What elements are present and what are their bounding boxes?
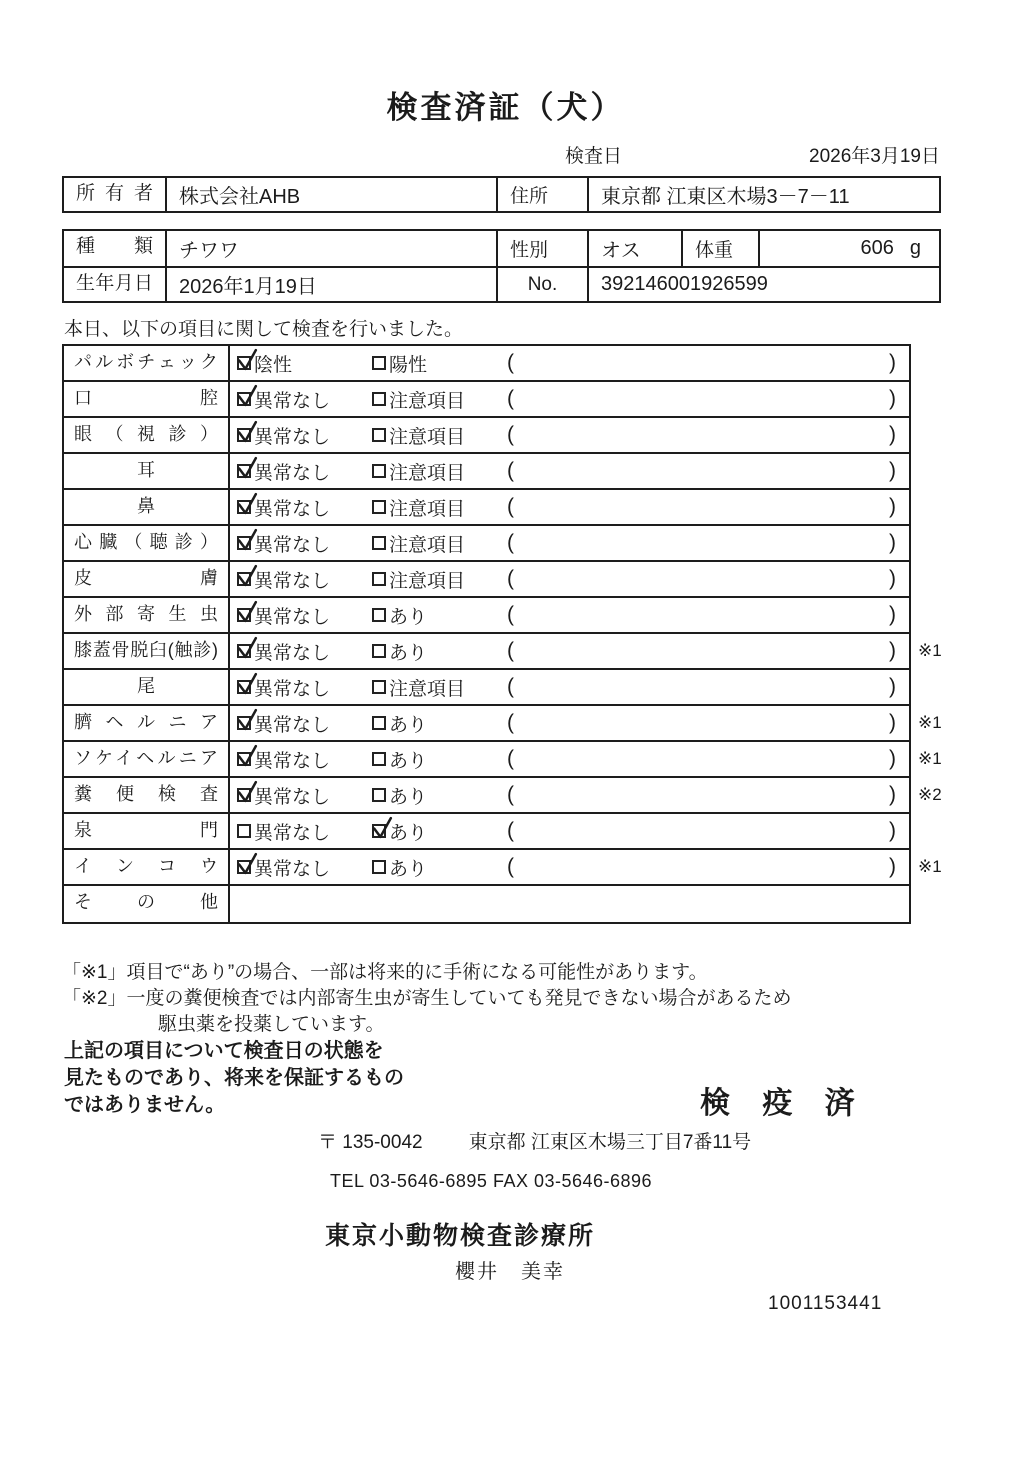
clinic-postal-row xyxy=(318,1127,751,1154)
inspection-item-label: 泉門 xyxy=(64,814,230,848)
sex-label: 性別 xyxy=(498,231,589,266)
checkbox xyxy=(237,860,251,874)
paren-open: ( xyxy=(507,351,514,374)
check-icon xyxy=(236,599,259,624)
inspection-row-content xyxy=(230,886,909,922)
inspection-item-label: パルボチェック xyxy=(64,346,230,380)
result-option-primary xyxy=(237,674,372,701)
clinic-name: 東京小動物検査診療所 xyxy=(325,1222,596,1250)
checkbox xyxy=(372,392,386,406)
checkbox xyxy=(237,788,251,802)
inspection-item-label: 眼（視診） xyxy=(64,418,230,452)
inspection-date-row xyxy=(565,141,940,168)
checkbox xyxy=(372,428,386,442)
inspection-row-content xyxy=(230,562,909,596)
checkbox xyxy=(372,356,386,370)
result-option-primary xyxy=(237,566,372,593)
paren-open: ( xyxy=(507,495,514,518)
inspection-table xyxy=(62,344,942,924)
remarks-field xyxy=(507,459,909,483)
checkbox xyxy=(372,500,386,514)
result-option-secondary xyxy=(372,494,507,521)
checkbox xyxy=(237,752,251,766)
result-option-label: 注意項目 xyxy=(389,462,466,484)
result-option-label: 注意項目 xyxy=(389,534,466,556)
result-option-secondary xyxy=(372,746,507,773)
result-option-label: 異常なし xyxy=(254,858,331,880)
inspection-row xyxy=(64,418,909,454)
checkbox xyxy=(372,824,386,838)
remarks-field xyxy=(507,639,909,663)
birthdate-value: 2026年1月19日 xyxy=(167,268,498,301)
result-option-primary xyxy=(237,494,372,521)
weight-value: 606 xyxy=(860,237,894,259)
clinic-tel-fax: TEL 03-5646-6895 FAX 03-5646-6896 xyxy=(330,1171,653,1191)
result-option-label: 注意項目 xyxy=(389,570,466,592)
inspection-item-label: インコウ xyxy=(64,850,230,884)
paren-open: ( xyxy=(507,747,514,770)
result-option-label: 異常なし xyxy=(254,498,331,520)
weight-label: 体重 xyxy=(683,231,760,266)
paren-close: ) xyxy=(889,819,896,842)
serial-number: 1001153441 xyxy=(768,1293,883,1314)
inspection-item-label: 皮膚 xyxy=(64,562,230,596)
inspection-row xyxy=(64,670,909,706)
result-option-primary xyxy=(237,782,372,809)
check-icon xyxy=(236,383,259,408)
address-label: 住所 xyxy=(498,178,589,211)
inspection-row-content xyxy=(230,418,909,452)
footnote-2-cont: 駆虫薬を投薬しています。 xyxy=(158,1014,385,1035)
owner-value: 株式会社AHB xyxy=(167,178,498,211)
result-option-primary xyxy=(237,530,372,557)
paren-close: ) xyxy=(889,603,896,626)
result-option-label: あり xyxy=(389,786,428,808)
paren-open: ( xyxy=(507,639,514,662)
inspection-row-content xyxy=(230,850,909,884)
sex-value: オス xyxy=(589,231,683,266)
inspection-item-label: 心臓（聴診） xyxy=(64,526,230,560)
inspection-row xyxy=(64,706,942,742)
result-option-label: あり xyxy=(389,750,428,772)
check-icon xyxy=(236,455,259,480)
result-option-secondary xyxy=(372,566,507,593)
inspection-item-label: 尾 xyxy=(64,670,230,704)
disclaimer-line-3: ではありません。 xyxy=(64,1094,226,1116)
inspection-item-label: 膝蓋骨脱臼(触診) xyxy=(64,634,230,668)
result-option-label: 注意項目 xyxy=(389,498,466,520)
inspection-date-label: 検査日 xyxy=(565,146,623,167)
check-icon xyxy=(236,707,259,732)
result-option-primary xyxy=(237,350,372,377)
inspection-row-content xyxy=(230,742,909,776)
check-icon xyxy=(236,419,259,444)
paren-close: ) xyxy=(889,567,896,590)
inspection-item-label: その他 xyxy=(64,886,230,922)
check-icon xyxy=(236,851,259,876)
footnote-1: 「※1」項目で“あり”の場合、一部は将来的に手術になる可能性があります。 xyxy=(62,962,708,983)
result-option-secondary xyxy=(372,422,507,449)
inspection-row-content xyxy=(230,778,909,812)
result-option-label: あり xyxy=(389,714,428,736)
result-option-label: 異常なし xyxy=(254,750,331,772)
inspection-row xyxy=(64,886,909,922)
result-option-primary xyxy=(237,386,372,413)
inspection-row xyxy=(64,778,942,814)
remarks-field xyxy=(507,351,909,375)
paren-open: ( xyxy=(507,819,514,842)
paren-open: ( xyxy=(507,531,514,554)
remarks-field xyxy=(507,675,909,699)
paren-open: ( xyxy=(507,711,514,734)
note-mark: ※2 xyxy=(918,785,942,804)
checkbox xyxy=(237,824,251,838)
inspection-item-label: 口腔 xyxy=(64,382,230,416)
result-option-label: 異常なし xyxy=(254,678,331,700)
result-option-label: 注意項目 xyxy=(389,390,466,412)
result-option-secondary xyxy=(372,530,507,557)
no-label: No. xyxy=(498,268,589,301)
result-option-primary xyxy=(237,422,372,449)
paren-close: ) xyxy=(889,855,896,878)
checkbox xyxy=(237,392,251,406)
inspection-row xyxy=(64,598,909,634)
result-option-primary xyxy=(237,854,372,881)
result-option-label: あり xyxy=(389,858,428,880)
checkbox xyxy=(237,680,251,694)
pet-table xyxy=(62,229,941,303)
note-mark: ※1 xyxy=(918,641,942,660)
paren-close: ) xyxy=(889,423,896,446)
result-option-label: 異常なし xyxy=(254,822,331,844)
inspection-row-content xyxy=(230,346,909,380)
inspection-row xyxy=(64,634,942,670)
remarks-field xyxy=(507,567,909,591)
check-icon xyxy=(236,635,259,660)
checkbox xyxy=(237,608,251,622)
footnote-2: 「※2」一度の糞便検査では内部寄生虫が寄生していても発見できない場合があるため xyxy=(62,988,792,1009)
check-icon xyxy=(236,671,259,696)
paren-close: ) xyxy=(889,639,896,662)
paren-close: ) xyxy=(889,675,896,698)
inspection-row xyxy=(64,526,909,562)
paren-open: ( xyxy=(507,423,514,446)
document-title: 検査済証（犬） xyxy=(386,90,625,125)
result-option-secondary xyxy=(372,818,507,845)
result-option-label: 異常なし xyxy=(254,534,331,556)
checkbox xyxy=(372,536,386,550)
inspection-row-content xyxy=(230,454,909,488)
result-option-label: 異常なし xyxy=(254,714,331,736)
remarks-field xyxy=(507,603,909,627)
remarks-field xyxy=(507,747,909,771)
result-option-label: 異常なし xyxy=(254,390,331,412)
quarantine-passed-stamp: 検 疫 済 xyxy=(700,1087,867,1120)
clinic-address: 東京都 江東区木場三丁目7番11号 xyxy=(468,1132,752,1153)
address-value: 東京都 江東区木場3－7－11 xyxy=(601,186,850,208)
paren-close: ) xyxy=(889,531,896,554)
result-option-primary xyxy=(237,818,372,845)
result-option-label: 注意項目 xyxy=(389,678,466,700)
result-option-label: あり xyxy=(389,642,428,664)
veterinarian-name: 櫻井 美幸 xyxy=(455,1261,565,1283)
checkbox xyxy=(372,860,386,874)
inspection-row-content xyxy=(230,814,909,848)
paren-open: ( xyxy=(507,567,514,590)
inspection-item-label: 外部寄生虫 xyxy=(64,598,230,632)
birthdate-label: 生年月日 xyxy=(64,268,167,301)
paren-close: ) xyxy=(889,711,896,734)
paren-open: ( xyxy=(507,675,514,698)
paren-close: ) xyxy=(889,387,896,410)
inspection-row-content xyxy=(230,706,909,740)
paren-close: ) xyxy=(889,459,896,482)
result-option-label: 異常なし xyxy=(254,570,331,592)
result-option-label: 陰性 xyxy=(254,354,293,376)
paren-open: ( xyxy=(507,855,514,878)
remarks-field xyxy=(507,783,909,807)
check-icon xyxy=(236,347,259,372)
intro-text: 本日、以下の項目に関して検査を行いました。 xyxy=(64,319,464,340)
note-mark: ※1 xyxy=(918,713,942,732)
check-icon xyxy=(236,779,259,804)
checkbox xyxy=(237,572,251,586)
checkbox xyxy=(237,356,251,370)
owner-label: 所有者 xyxy=(64,178,167,211)
paren-open: ( xyxy=(507,459,514,482)
inspection-date-value: 2026年3月19日 xyxy=(809,146,940,167)
inspection-row xyxy=(64,850,942,886)
remarks-field xyxy=(507,819,909,843)
inspection-row-content xyxy=(230,490,909,524)
remarks-field xyxy=(507,495,909,519)
result-option-secondary xyxy=(372,458,507,485)
result-option-label: 異常なし xyxy=(254,642,331,664)
inspection-row xyxy=(64,562,909,598)
inspection-row xyxy=(64,382,909,418)
checkbox xyxy=(372,752,386,766)
result-option-label: 異常なし xyxy=(254,462,331,484)
owner-table xyxy=(62,176,941,213)
result-option-secondary xyxy=(372,350,507,377)
result-option-primary xyxy=(237,746,372,773)
inspection-row-content xyxy=(230,526,909,560)
result-option-secondary xyxy=(372,782,507,809)
result-option-primary xyxy=(237,710,372,737)
remarks-field xyxy=(507,423,909,447)
paren-open: ( xyxy=(507,783,514,806)
result-option-primary xyxy=(237,458,372,485)
inspection-item-label: 糞便検査 xyxy=(64,778,230,812)
remarks-field xyxy=(507,711,909,735)
weight-cell xyxy=(760,231,939,266)
inspection-row xyxy=(64,346,909,382)
no-value: 392146001926599 xyxy=(601,273,768,295)
checkbox xyxy=(237,644,251,658)
inspection-row-content xyxy=(230,598,909,632)
inspection-item-label: 鼻 xyxy=(64,490,230,524)
result-option-secondary xyxy=(372,602,507,629)
paren-close: ) xyxy=(889,351,896,374)
checkbox xyxy=(237,500,251,514)
check-icon xyxy=(371,815,394,840)
footnotes xyxy=(62,960,792,1038)
paren-close: ) xyxy=(889,747,896,770)
inspection-item-label: 臍ヘルニア xyxy=(64,706,230,740)
checkbox xyxy=(372,644,386,658)
inspection-row-content xyxy=(230,670,909,704)
check-icon xyxy=(236,743,259,768)
checkbox xyxy=(237,428,251,442)
result-option-label: あり xyxy=(389,822,428,844)
remarks-field xyxy=(507,387,909,411)
disclaimer-line-1: 上記の項目について検査日の状態を xyxy=(64,1040,384,1062)
result-option-label: 陽性 xyxy=(389,354,428,376)
result-option-secondary xyxy=(372,854,507,881)
result-option-label: 異常なし xyxy=(254,606,331,628)
check-icon xyxy=(236,563,259,588)
disclaimer-line-2: 見たものであり、将来を保証するもの xyxy=(64,1067,404,1089)
inspection-row-content xyxy=(230,634,909,668)
paren-open: ( xyxy=(507,387,514,410)
paren-open: ( xyxy=(507,603,514,626)
checkbox xyxy=(372,464,386,478)
check-icon xyxy=(236,527,259,552)
result-option-secondary xyxy=(372,638,507,665)
remarks-field xyxy=(507,531,909,555)
checkbox xyxy=(372,680,386,694)
inspection-row xyxy=(64,490,909,526)
result-option-secondary xyxy=(372,674,507,701)
result-option-label: 異常なし xyxy=(254,426,331,448)
check-icon xyxy=(236,491,259,516)
result-option-label: 異常なし xyxy=(254,786,331,808)
checkbox xyxy=(372,572,386,586)
note-mark: ※1 xyxy=(918,749,942,768)
disclaimer xyxy=(64,1038,404,1119)
breed-label: 種類 xyxy=(64,231,167,266)
result-option-primary xyxy=(237,638,372,665)
inspection-item-label: 耳 xyxy=(64,454,230,488)
inspection-row-content xyxy=(230,382,909,416)
inspection-row xyxy=(64,814,909,850)
weight-unit: g xyxy=(909,237,921,259)
paren-close: ) xyxy=(889,495,896,518)
note-mark: ※1 xyxy=(918,857,942,876)
result-option-primary xyxy=(237,602,372,629)
result-option-secondary xyxy=(372,386,507,413)
inspection-item-label: ソケイヘルニア xyxy=(64,742,230,776)
checkbox xyxy=(237,536,251,550)
inspection-row xyxy=(64,742,942,778)
checkbox xyxy=(237,464,251,478)
clinic-postal-code: 〒 135-0042 xyxy=(318,1132,423,1153)
checkbox xyxy=(237,716,251,730)
breed-value: チワワ xyxy=(167,231,498,266)
inspection-row xyxy=(64,454,909,490)
result-option-label: 注意項目 xyxy=(389,426,466,448)
checkbox xyxy=(372,788,386,802)
remarks-field xyxy=(507,855,909,879)
checkbox xyxy=(372,608,386,622)
result-option-label: あり xyxy=(389,606,428,628)
checkbox xyxy=(372,716,386,730)
paren-close: ) xyxy=(889,783,896,806)
result-option-secondary xyxy=(372,710,507,737)
